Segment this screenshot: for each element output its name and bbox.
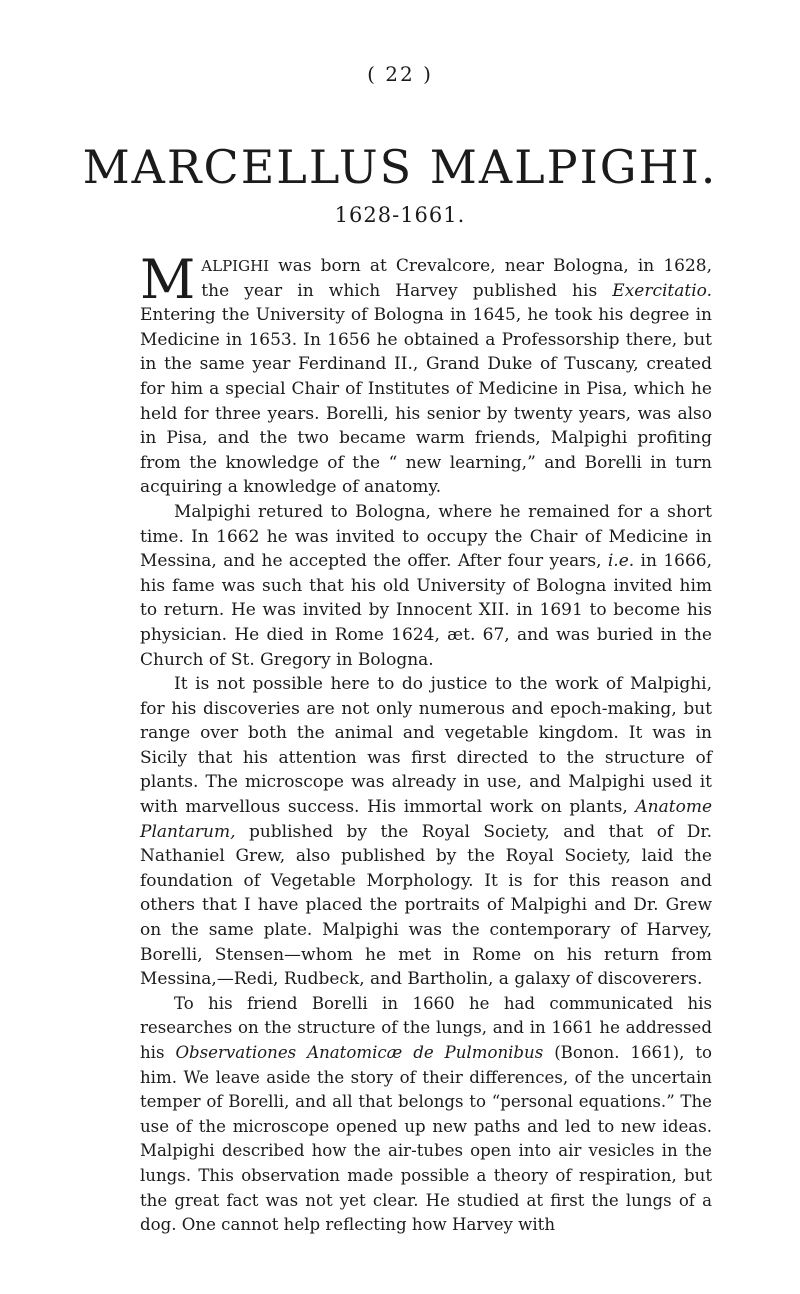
paragraph-4-italic: Observationes Anatomicæ de Pulmonibus	[175, 1043, 544, 1062]
paragraph-3-text-a: It is not possible here to do justice to the work of Malpighi, for his discoveries are not only numerous and epoch-making, but range over both the animal and vegetable kingdom. It was in Sicily that his attention was first directed to the structure of plants. The microscope was already in use, and Malpighi used it with marvellous success. His immortal work on plants,	[140, 674, 712, 818]
paragraph-2-text-b: in 1666, his fame was such that his old University of Bologna invited him to return. He was invited by Innocent XII. in 1691 to become his physician. He died in Rome 1624, æt. 67, and was buried in the Church of St. Gregory in Bologna.	[140, 551, 712, 670]
paragraph-2-text-a: Malpighi retured to Bologna, where he remained for a short time. In 1662 he was invited to occupy the Chair of Medicine in Messina, and he accepted the offer. After four years,	[140, 501, 712, 572]
paragraph-1-italic: Exercitatio.	[612, 280, 712, 301]
paragraph-1-smallcaps: ALPIGHI	[201, 257, 270, 275]
paragraph-1-text-b: Entering the University of Bologna in 1645, he took his degree in Medicine in 1653. In 1656 he obtained a Professorship there, but in the same year Ferdinand II., Grand Duke of Tuscany, created for him a special Chair of Institutes of Medicine in Pisa, which he held for three years. Borelli, his senior by twenty years, was also in Pisa, and the two became warm friends, Malpighi profiting from the knowledge of the “ new learning,” and Borelli in turn acquiring a knowledge of anatomy.	[140, 305, 712, 498]
page-number: ( 22 )	[367, 62, 433, 86]
paragraph-3-text-b: published by the Royal Society, and that of Dr. Nathaniel Grew, also published by the Royal Society, laid the foundation of Vegetable Morphology. It is for this reason and others that I have placed the portraits of Malpighi and Dr. Grew on the same plate. Malpighi was the contemporary of Harvey, Borelli, Stensen—whom he met in Rome on his return from Messina,—Redi, Rudbeck, and Bartholin, a galaxy of discoverers.	[140, 821, 712, 990]
paragraph-4	[140, 992, 712, 1238]
paragraph-4-text-b: (Bonon. 1661), to him. We leave aside the story of their differences, of the uncertain temper of Borelli, and all that belongs to “personal equations.” The use of the microscope opened up new paths and led to new ideas. Malpighi described how the air-tubes open into air vesicles in the lungs. This observation made possible a theory of respiration, but the great fact was not yet clear. He studied at first the lungs of a dog. One cannot help reflecting how Harvey with	[140, 1043, 712, 1235]
paragraph-3-italic: Anatome Plantarum,	[140, 797, 712, 842]
body-text	[140, 248, 712, 1238]
chapter-dates: 1628-1661.	[334, 203, 466, 227]
drop-cap: M	[140, 248, 196, 311]
paragraph-2-italic: i.e.	[607, 551, 635, 572]
paragraph-2	[140, 500, 712, 672]
paragraph-1-text-a: was born at Crevalcore, near Bologna, in 1628, the year in which Harvey published his	[201, 256, 712, 301]
chapter-title: MARCELLUS MALPIGHI.	[82, 140, 718, 194]
paragraph-3	[140, 672, 712, 992]
paragraph-1	[140, 248, 712, 500]
paragraph-4-text-a: To his friend Borelli in 1660 he had communicated his researches on the structure of the lungs, and in 1661 he addressed his	[140, 993, 712, 1062]
